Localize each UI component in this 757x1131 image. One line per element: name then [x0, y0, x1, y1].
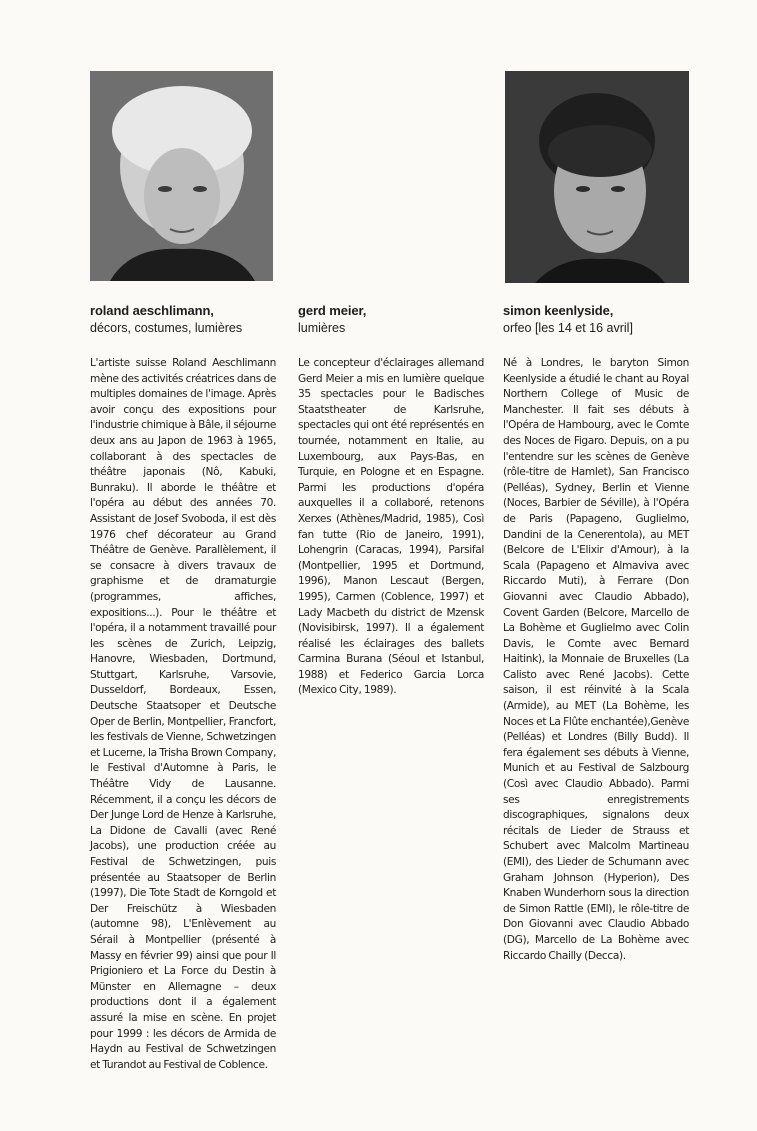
person-biography: Le concepteur d'éclairages allemand Gerd Meier a mis en lumière quelque 35 spectacles pour le Badisches Staatstheater de Karlsruhe, spectacles qui ont été représentés en tournée, notamment en Italie, au Luxembourg, aux Pays-Bas, en Turquie, en Pologne et en Espagne. Parmi les productions d'opéra auxquelles il a collaboré, retenons Xerxes (Athènes/Madrid, 1985), Così fan tutte (Rio de Janeiro, 1991), Lohengrin (Caracas, 1994), Parsifal (Montpellier, 1995 et Dortmund, 1996), Manon Lescaut (Bergen, 1995), Carmen (Coblence, 1997) et Lady Macbeth du district de Mzensk (Novisibirsk, 1997). Il a également réalisé les éclairages des ballets Carmina Burana (Séoul et Istanbul, 1988) et Federico Garcia Lorca (Mexico City, 1989).: [298, 357, 484, 697]
portrait-illustration: [505, 71, 689, 283]
person-biography: Né à Londres, le baryton Simon Keenlyside a étudié le chant au Royal Northern College of Music de Manchester. Il fait ses débuts à l'Opéra de Hambourg, avec le Comte des Noces de Figaro. Depuis, on a pu l'entendre sur les scènes de Genève (rôle-titre de Hamlet), San Francisco (Pelléas), Sydney, Berlin et Vienne (Noces, Barbier de Séville), à l'Opéra de Paris (Papageno, Guglielmo, Dandini de la Cenerentola), au MET (Belcore de L'Elixir d'Amour), à la Scala (Papageno et Almaviva avec Riccardo Muti), à Ferrare (Don Giovanni avec Claudio Abbado), Covent Garden (Belcore, Marcello de La Bohème et Guglielmo avec Colin Davis, le Comte avec Bernard Haitink), la Monnaie de Bruxelles (La Calisto avec René Jacobs). Cette saison, il est réinvité à la Scala (Armide), au MET (La Bohème, les Noces et La Flûte enchantée),Genève (Pelléas) et Londres (Billy Budd). Il fera également ses débuts à Vienne, Munich et au Festival de Salzbourg (Così avec Claudio Abbado). Parmi ses enregistrements discographiques, signalons deux récitals de Lieder de Strauss et Schubert avec Malcolm Martineau (EMI), des Lieder de Schumann avec Graham Johnson (Hyperion), Des Knaben Wunderhorn sous la direction de Simon Rattle (EMI), le rôle-titre de Don Giovanni avec Claudio Abbado (DG), Marcello de La Bohème avec Riccardo Chailly (Decca).: [503, 357, 689, 962]
portrait-photo-keenlyside: [505, 71, 689, 283]
portrait-illustration: [90, 71, 273, 281]
portrait-photo-aeschlimann: [90, 71, 273, 281]
person-role: décors, costumes, lumières: [90, 321, 243, 335]
person-role: orfeo [les 14 et 16 avril]: [503, 321, 633, 335]
person-name: gerd meier,: [298, 303, 367, 318]
person-name: simon keenlyside,: [503, 303, 614, 318]
person-role: lumières: [298, 321, 346, 335]
person-biography: L'artiste suisse Roland Aeschlimann mène des activités créatrices dans de multiples domaines de l'image. Après avoir conçu des expositions pour l'industrie chimique à Bâle, il séjourne deux ans au Japon de 1963 à 1965, collaborant à des spectacles de théâtre japonais (Nô, Kabuki, Bunraku). Il aborde le théâtre et l'opéra au début des années 70. Assistant de Josef Svoboda, il est dès 1976 chef décorateur au Grand Théâtre de Genève. Parallèlement, il se consacre à divers travaux de graphisme et de dramaturgie (programmes, affiches, expositions...). Pour le théâtre et l'opéra, il a notamment travaillé pour les scènes de Zurich, Leipzig, Hanovre, Wiesbaden, Dortmund, Stuttgart, Karlsruhe, Varsovie, Dusseldorf, Bordeaux, Essen, Deutsche Staatsoper et Deutsche Oper de Berlin, Montpellier, Francfort, les festivals de Vienne, Schwetzingen et Lucerne, la Trisha Brown Company, le Festival d'Automne à Paris, le Théâtre Vidy de Lausanne. Récemment, il a conçu les décors de Der Junge Lord de Henze à Karlsruhe, La Didone de Cavalli (avec René Jacobs), une production créée au Festival de Schwetzingen, puis présentée au Staatsoper de Berlin (1997), Die Tote Stadt de Korngold et Der Freischütz à Wiesbaden (automne 98), L'Enlèvement au Sérail à Montpellier (présenté à Massy en février 99) ainsi que pour Il Prigioniero et La Force du Destin à Münster en Allemagne – deux productions dont il a également assuré la mise en scène. En projet pour 1999 : les décors de Armida de Haydn au Festival de Schwetzingen et Turandot au Festival de Coblence.: [90, 357, 276, 1071]
person-name: roland aeschlimann,: [90, 303, 214, 318]
